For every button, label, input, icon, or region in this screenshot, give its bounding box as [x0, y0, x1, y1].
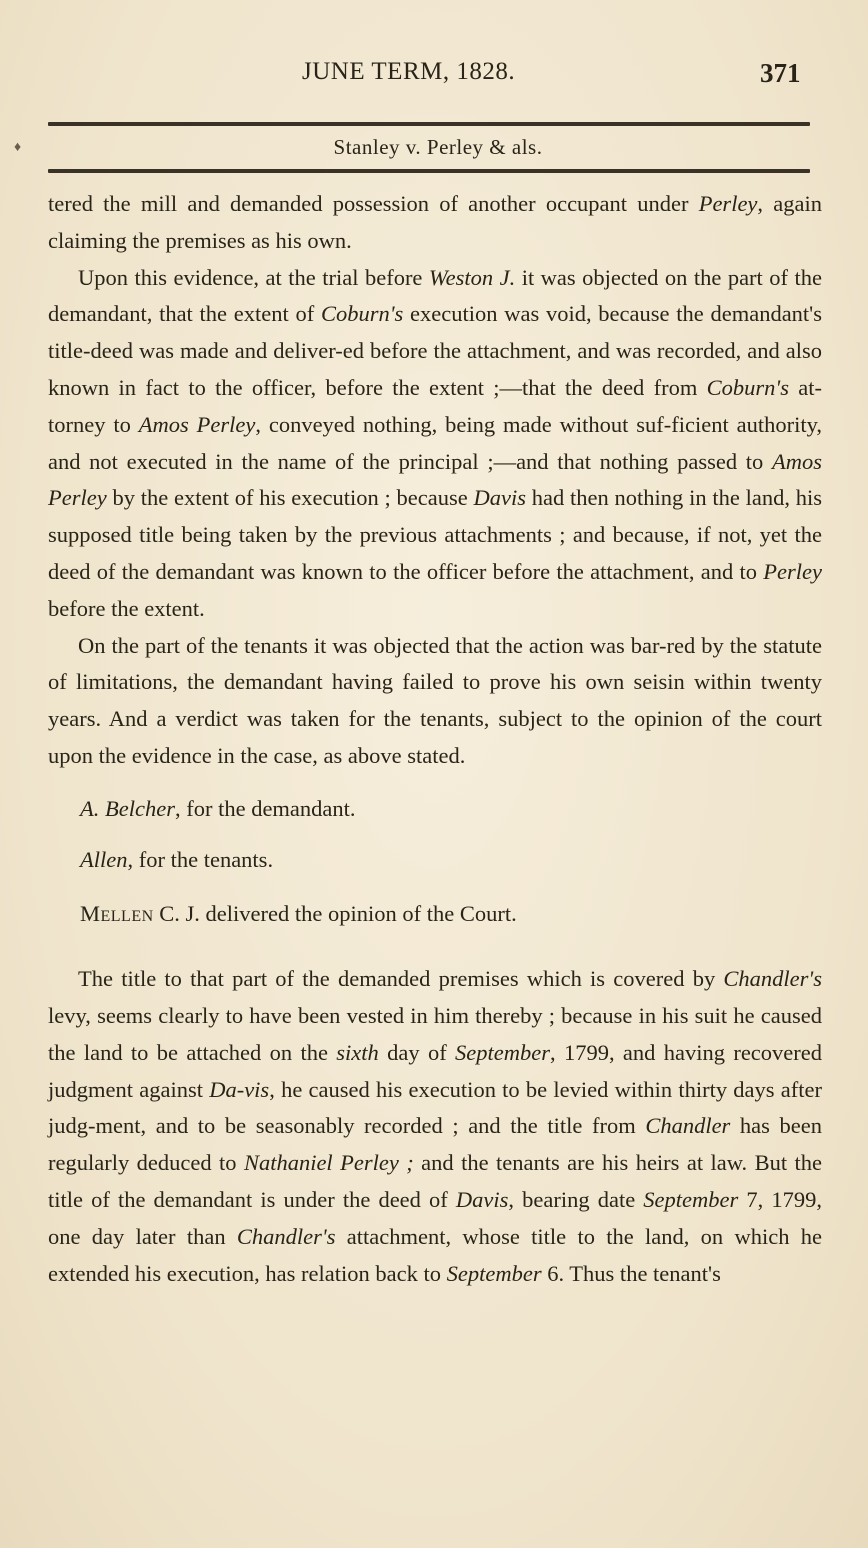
margin-mark-icon: ♦	[14, 140, 22, 155]
page-number: 371	[760, 58, 801, 88]
paragraph-opinion: The title to that part of the demanded premises which is covered by Chandler's levy, seems clearly to have been vested in him thereby ; because in his suit he caused the land to be attached on the sixth day of September, 1799, and having recovered judgment against Da-vis, he caused his execution to be levied within thirty days after judg-ment, and to be seasonably recorded ; and the title from Chandler has been regularly deduced to Nathaniel Perley ; and the tenants are his heirs at law. But the title of the demandant is under the deed of Davis, bearing date September 7, 1799, one day later than Chandler's attachment, whose title to the land, on which he extended his execution, has relation back to September 6. Thus the tenant's	[48, 966, 823, 1286]
body-text	[48, 186, 822, 1292]
paragraph-continuation: tered the mill and demanded possession of another occupant under Perley, again claiming the premises as his own.	[48, 191, 822, 253]
running-head-title: JUNE TERM, 1828.	[302, 58, 516, 85]
counsel-tenants: Allen, for the tenants.	[80, 846, 274, 872]
paragraph-tenants-objection: On the part of the tenants it was objected that the action was bar-red by the statute of limitations, the demandant having failed to prove his own seisin within twenty years. And a verdict was taken for the tenants, subject to the opinion of the court upon the evidence in the case, as above stated.	[48, 632, 822, 768]
paragraph-evidence-objections: Upon this evidence, at the trial before Weston J. it was objected on the part of the demandant, that the extent of Coburn's execution was void, because the demandant's title-deed was made and deliver-ed before the attachment, and was recorded, and also known in fact to the officer, before the extent ;—that the deed from Coburn's at-torney to Amos Perley, conveyed nothing, being made without suf-ficient authority, and not executed in the name of the principal ;—and that nothing passed to Amos Perley by the extent of his execution ; because Davis had then nothing in the land, his supposed title being taken by the previous attachments ; and because, if not, yet the deed of the demandant was known to the officer before the attachment, and to Perley before the extent.	[48, 264, 823, 621]
top-rule	[48, 122, 810, 126]
judge-attribution: Mellen C. J. delivered the opinion of the Court.	[80, 901, 517, 927]
case-caption: Stanley v. Perley & als.	[333, 135, 543, 159]
running-head	[0, 58, 868, 98]
bottom-rule	[48, 169, 810, 173]
counsel-demandant: A. Belcher, for the demandant.	[80, 795, 356, 821]
